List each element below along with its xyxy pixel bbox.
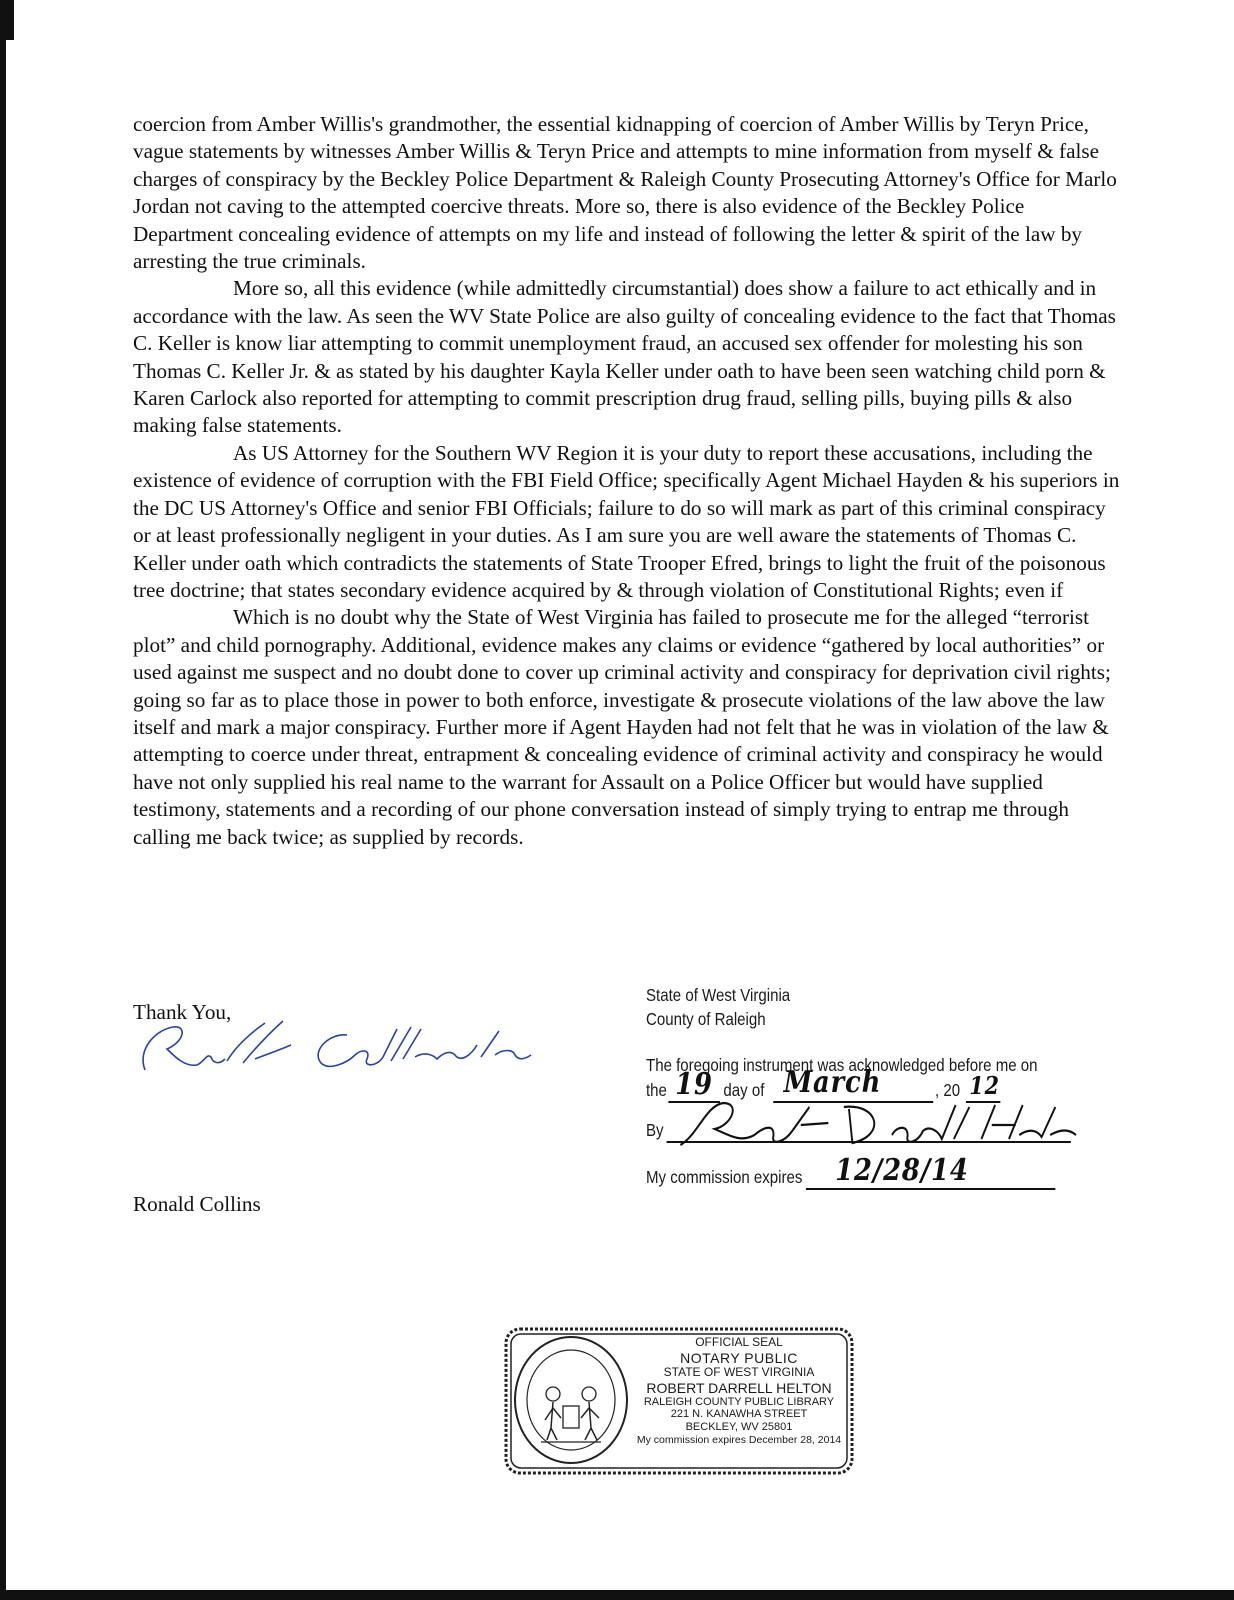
paragraph-2: More so, all this evidence (while admittedly circumstantial) does show a failure to act ethically and in accordance with the law. As seen the WV State Police are also guilty of concealing evidence to the fact that Thomas C. Keller is know liar attempting to commit unemployment fraud, an accused sex offender for molesting his son Thomas C. Keller Jr. & as stated by his daughter Kayla Keller under oath to have been seen watching child porn & Karen Carlock also reported for attempting to commit prescription drug fraud, selling pills, buying pills & also making false statements. <box>133 276 1116 438</box>
handwritten-day: 19 <box>675 1067 713 1102</box>
seal-line-commission: My commission expires December 28, 2014 <box>636 1433 842 1446</box>
seal-line-notary-name: ROBERT DARRELL HELTON <box>646 1379 832 1396</box>
seal-line-library: RALEIGH COUNTY PUBLIC LIBRARY <box>643 1395 835 1408</box>
notary-county: County of Raleigh <box>646 1009 766 1029</box>
closing-salutation: Thank You, <box>133 1000 232 1024</box>
author-signature <box>115 1015 555 1085</box>
paragraph-4: Which is no doubt why the State of West Virginia has failed to prosecute me for the alleged “terrorist plot” and child pornography. Additional, evidence makes any claims or evidence “gathered by local authorities” or used against me suspect and no doubt done to cover up criminal activity and conspiracy for deprivation civil rights; going so far as to place those in power to both enforce, investigate & prosecute violations of the law above the law itself and mark a major conspiracy. Further more if Agent Hayden had not felt that he was in violation of the law & attempting to coerce under threat, entrapment & concealing evidence of criminal activity and conspiracy he would have not only supplied his real name to the warrant for Assault on a Police Officer but would have supplied testimony, statements and a recording of our phone conversation instead of simply trying to entrap me through calling me back twice; as supplied by records. <box>133 605 1111 849</box>
notary-signature <box>672 1095 1085 1155</box>
notary-the-label: the <box>646 1080 667 1100</box>
seal-line-street: 221 N. KANAWHA STREET <box>670 1408 808 1421</box>
paragraph-3: As US Attorney for the Southern WV Region it is your duty to report these accusations, including the existence of evidence of corruption with the FBI Field Office; specifically Agent Michael Hayden & his superiors in the DC US Attorney's Office and senior FBI Officials; failure to do so will mark as part of this criminal conspiracy or at least professionally negligent in your duties. As I am sure you are well aware the statements of Thomas C. Keller under oath which contradicts the statements of State Trooper Efred, brings to light the fruit of the poisonous tree doctrine; that states secondary evidence acquired by & through violation of Constitutional Rights; even if <box>133 440 1120 602</box>
handwritten-month: March <box>783 1065 882 1100</box>
letter-body <box>133 111 1123 851</box>
notary-state: State of West Virginia <box>646 985 791 1005</box>
handwritten-commission-date: 12/28/14 <box>835 1153 969 1188</box>
commission-line <box>806 1188 1055 1190</box>
notary-day-label: day of <box>723 1080 765 1100</box>
scan-edge-bottom <box>0 1590 1234 1600</box>
notary-acknowledged-text: The foregoing instrument was acknowledged before me on <box>646 1055 1038 1075</box>
paragraph-1: coercion from Amber Willis's grandmother, the essential kidnapping of coercion of Amber Willis by Teryn Price, vague statements by witnesses Amber Willis & Teryn Price and attempts to mine information from myself & false charges of conspiracy by the Beckley Police Department & Raleigh County Prosecuting Attorney's Office for Marlo Jordan not caving to the attempted coercive threats. More so, there is also evidence of the Beckley Police Department concealing evidence of attempts on my life and instead of following the letter & spirit of the law by arresting the true criminals. <box>133 112 1117 274</box>
seal-line-notary-public: NOTARY PUBLIC <box>680 1349 798 1366</box>
notary-year-label: , 20 <box>934 1080 961 1100</box>
seal-line-city: BECKLEY, WV 25801 <box>685 1421 793 1434</box>
state-seal-emblem <box>511 1332 631 1468</box>
seal-text <box>628 1336 850 1446</box>
notary-seal <box>503 1326 855 1476</box>
seal-line-official-seal: OFFICIAL SEAL <box>695 1335 783 1349</box>
notary-by-label: By <box>646 1120 664 1140</box>
seal-line-state: STATE OF WEST VIRGINIA <box>663 1364 815 1379</box>
scan-edge-left <box>0 0 6 1600</box>
notary-commission-label: My commission expires <box>646 1167 803 1187</box>
scan-edge-corner <box>0 0 14 40</box>
handwritten-year: 12 <box>969 1071 1000 1100</box>
signature-name: Ronald Collins <box>133 1192 261 1216</box>
